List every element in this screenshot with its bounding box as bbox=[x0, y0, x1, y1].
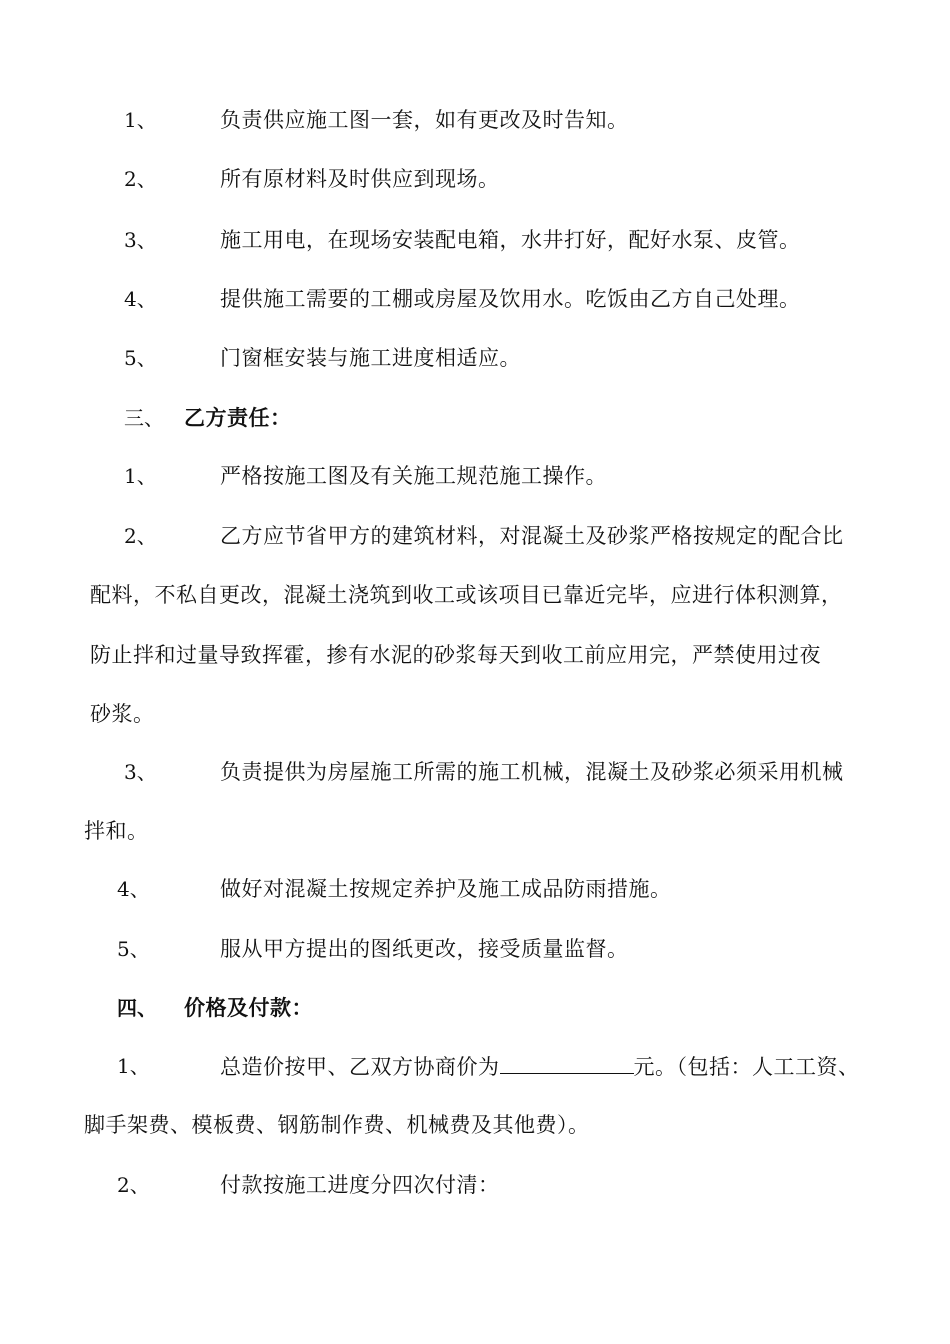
item-text-continued: 拌和。 bbox=[84, 819, 149, 843]
item-text: 做好对混凝土按规定养护及施工成品防雨措施。 bbox=[220, 877, 672, 901]
item-text bbox=[220, 1051, 860, 1082]
item-number: 4、 bbox=[124, 287, 157, 311]
section-number: 三、 bbox=[124, 406, 164, 430]
item-text: 提供施工需要的工棚或房屋及饮用水。吃饭由乙方自己处理。 bbox=[220, 287, 801, 311]
item-number: 2、 bbox=[124, 167, 157, 191]
item-text: 严格按施工图及有关施工规范施工操作。 bbox=[220, 464, 607, 488]
item-text-continued: 脚手架费、模板费、钢筋制作费、机械费及其他费）。 bbox=[84, 1113, 590, 1137]
item-number: 2、 bbox=[117, 1173, 150, 1197]
item-text-before-blank: 总造价按甲、乙双方协商价为 bbox=[220, 1055, 500, 1079]
item-text-continued: 配料，不私自更改，混凝土浇筑到收工或该项目已靠近完毕，应进行体积测算， bbox=[90, 583, 843, 607]
item-number: 3、 bbox=[124, 760, 157, 784]
item-number: 3、 bbox=[124, 228, 157, 252]
item-number: 4、 bbox=[117, 877, 150, 901]
item-number: 5、 bbox=[117, 937, 150, 961]
item-number: 1、 bbox=[124, 464, 157, 488]
item-text: 负责供应施工图一套，如有更改及时告知。 bbox=[220, 108, 629, 132]
item-text: 服从甲方提出的图纸更改，接受质量监督。 bbox=[220, 937, 629, 961]
price-blank-field bbox=[500, 1051, 634, 1074]
item-text-after-blank: 元。（包括：人工工资、 bbox=[633, 1055, 860, 1079]
section-number: 四、 bbox=[117, 996, 157, 1020]
item-text: 施工用电，在现场安装配电箱，水井打好，配好水泵、皮管。 bbox=[220, 228, 801, 252]
item-text: 负责提供为房屋施工所需的施工机械，混凝土及砂浆必须采用机械 bbox=[220, 760, 844, 784]
item-text-continued: 防止拌和过量导致挥霍，掺有水泥的砂浆每天到收工前应用完，严禁使用过夜 bbox=[90, 643, 821, 667]
item-text-continued: 砂浆。 bbox=[90, 702, 155, 726]
item-number: 5、 bbox=[124, 346, 157, 370]
item-number: 1、 bbox=[124, 108, 157, 132]
item-text: 乙方应节省甲方的建筑材料，对混凝土及砂浆严格按规定的配合比 bbox=[220, 524, 844, 548]
item-number: 1、 bbox=[117, 1054, 150, 1078]
item-number: 2、 bbox=[124, 524, 157, 548]
item-text: 付款按施工进度分四次付清： bbox=[220, 1173, 500, 1197]
item-text: 所有原材料及时供应到现场。 bbox=[220, 167, 500, 191]
section-title: 乙方责任： bbox=[184, 405, 292, 430]
section-title: 价格及付款： bbox=[184, 995, 313, 1020]
item-text: 门窗框安装与施工进度相适应。 bbox=[220, 346, 521, 370]
